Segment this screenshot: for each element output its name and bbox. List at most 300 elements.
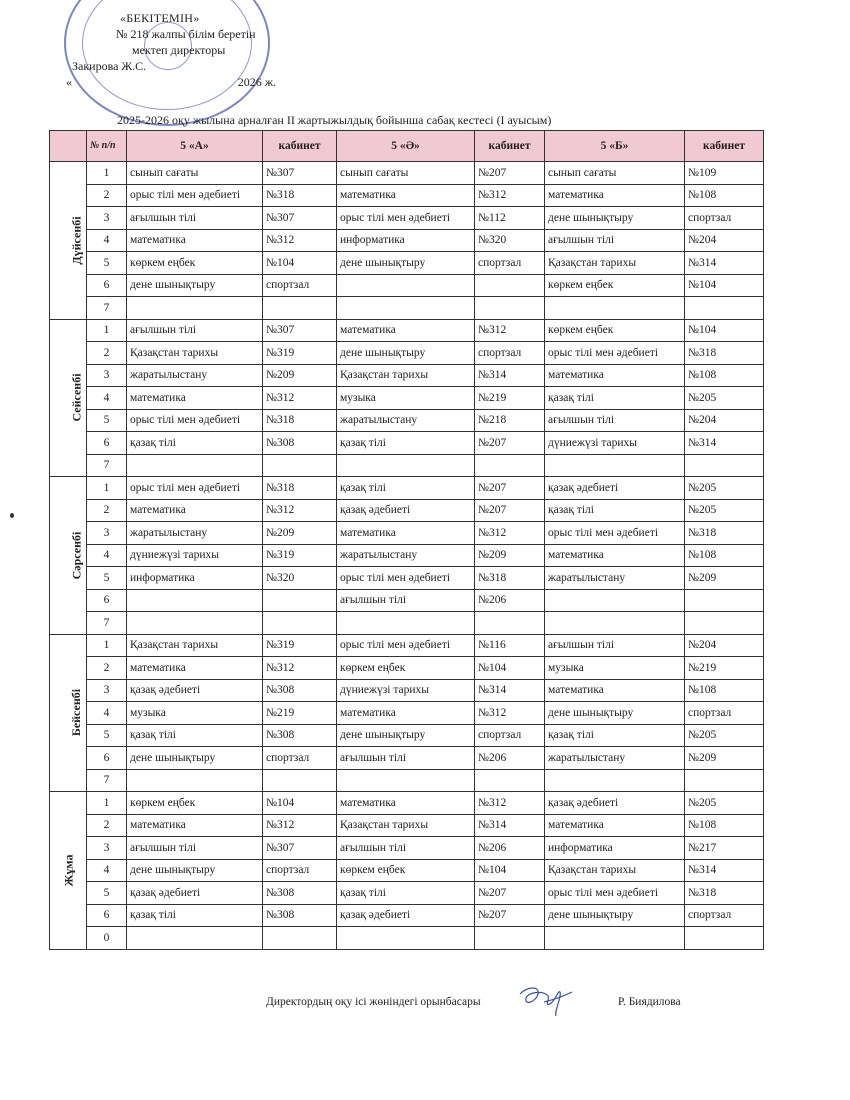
approval-line-4: Закирова Ж.С. [72, 59, 147, 73]
subject-5ae: орыс тілі мен әдебиеті [337, 567, 475, 590]
subject-5b: қазақ әдебиеті [545, 792, 685, 815]
subject-5a [127, 297, 263, 320]
room-5ae: №206 [475, 589, 545, 612]
room-5b: №108 [685, 184, 764, 207]
subject-5b: орыс тілі мен әдебиеті [545, 522, 685, 545]
subject-5ae: ағылшын тілі [337, 589, 475, 612]
room-5ae: №312 [475, 792, 545, 815]
lesson-number: 2 [87, 814, 127, 837]
room-5ae: №312 [475, 522, 545, 545]
lesson-number: 7 [87, 769, 127, 792]
room-5b: №108 [685, 364, 764, 387]
room-5ae: №218 [475, 409, 545, 432]
subject-5ae: ағылшын тілі [337, 837, 475, 860]
room-5a: №318 [263, 477, 337, 500]
room-5b [685, 612, 764, 635]
subject-5ae: Қазақстан тарихы [337, 364, 475, 387]
room-5ae: №314 [475, 364, 545, 387]
subject-5b: ағылшын тілі [545, 229, 685, 252]
subject-5a [127, 927, 263, 950]
subject-5a: дене шынықтыру [127, 859, 263, 882]
subject-5ae [337, 274, 475, 297]
subject-5b: көркем еңбек [545, 319, 685, 342]
room-5a: №307 [263, 207, 337, 230]
header-room-5b: кабинет [685, 131, 764, 162]
header-class-5a: 5 «А» [127, 131, 263, 162]
subject-5a: ағылшын тілі [127, 207, 263, 230]
subject-5b: ағылшын тілі [545, 634, 685, 657]
page-dot [10, 513, 14, 518]
lesson-number: 4 [87, 544, 127, 567]
room-5b: №318 [685, 342, 764, 365]
room-5a: №312 [263, 387, 337, 410]
subject-5ae: қазақ әдебиеті [337, 499, 475, 522]
lesson-number: 4 [87, 229, 127, 252]
room-5ae: №207 [475, 882, 545, 905]
signer-role: Директордың оқу ісі жөніндегі орынбасары [266, 996, 481, 1008]
lesson-number: 2 [87, 499, 127, 522]
subject-5a: қазақ тілі [127, 904, 263, 927]
lesson-number: 5 [87, 724, 127, 747]
table-row [50, 252, 764, 275]
subject-5a: математика [127, 814, 263, 837]
table-row [50, 229, 764, 252]
room-5a [263, 297, 337, 320]
room-5a: №312 [263, 499, 337, 522]
subject-5a: музыка [127, 702, 263, 725]
room-5a: №307 [263, 319, 337, 342]
subject-5ae: орыс тілі мен әдебиеті [337, 634, 475, 657]
table-row [50, 724, 764, 747]
subject-5a: қазақ тілі [127, 432, 263, 455]
subject-5ae: жаратылыстану [337, 544, 475, 567]
lesson-number: 1 [87, 477, 127, 500]
room-5b: №209 [685, 567, 764, 590]
subject-5ae: көркем еңбек [337, 657, 475, 680]
subject-5a: математика [127, 657, 263, 680]
room-5b: №318 [685, 882, 764, 905]
subject-5ae: қазақ тілі [337, 477, 475, 500]
room-5ae: №104 [475, 657, 545, 680]
table-row [50, 432, 764, 455]
subject-5a: қазақ әдебиеті [127, 679, 263, 702]
lesson-number: 2 [87, 342, 127, 365]
subject-5a: дене шынықтыру [127, 747, 263, 770]
table-row [50, 904, 764, 927]
room-5a [263, 927, 337, 950]
approval-date-line [62, 74, 276, 90]
lesson-number: 1 [87, 162, 127, 185]
lesson-number: 5 [87, 409, 127, 432]
room-5b: №204 [685, 409, 764, 432]
lesson-number: 6 [87, 589, 127, 612]
table-row [50, 882, 764, 905]
table-row [50, 567, 764, 590]
room-5a: №308 [263, 904, 337, 927]
lesson-number: 6 [87, 747, 127, 770]
subject-5b: ағылшын тілі [545, 409, 685, 432]
approval-line-1: «БЕКІТЕМІН» [120, 11, 200, 25]
lesson-number: 4 [87, 387, 127, 410]
room-5a [263, 454, 337, 477]
approval-line-2: № 218 жалпы білім беретін [116, 27, 256, 41]
subject-5b: орыс тілі мен әдебиеті [545, 342, 685, 365]
room-5a: №308 [263, 724, 337, 747]
subject-5b [545, 589, 685, 612]
subject-5b: математика [545, 679, 685, 702]
table-row [50, 454, 764, 477]
room-5b: №205 [685, 387, 764, 410]
subject-5b [545, 612, 685, 635]
room-5b: спортзал [685, 207, 764, 230]
lesson-number: 5 [87, 567, 127, 590]
room-5ae [475, 274, 545, 297]
table-row [50, 207, 764, 230]
room-5b: №209 [685, 747, 764, 770]
room-5b: №205 [685, 792, 764, 815]
table-row [50, 792, 764, 815]
day-label: Сәрсенбі [69, 531, 84, 580]
day-label: Дүйсенбі [69, 216, 84, 265]
table-row [50, 679, 764, 702]
subject-5b: дене шынықтыру [545, 702, 685, 725]
room-5a: №209 [263, 522, 337, 545]
room-5ae: №207 [475, 904, 545, 927]
subject-5a: жаратылыстану [127, 364, 263, 387]
room-5ae: спортзал [475, 252, 545, 275]
room-5ae: №207 [475, 477, 545, 500]
table-header-row [50, 131, 764, 162]
room-5b: №205 [685, 724, 764, 747]
subject-5ae: Қазақстан тарихы [337, 814, 475, 837]
subject-5a [127, 454, 263, 477]
room-5a: №308 [263, 882, 337, 905]
subject-5b: дүниежүзі тарихы [545, 432, 685, 455]
subject-5b: математика [545, 544, 685, 567]
subject-5a: орыс тілі мен әдебиеті [127, 184, 263, 207]
subject-5ae: орыс тілі мен әдебиеті [337, 207, 475, 230]
subject-5ae: математика [337, 792, 475, 815]
subject-5ae: музыка [337, 387, 475, 410]
subject-5ae [337, 769, 475, 792]
table-row [50, 184, 764, 207]
subject-5b: қазақ тілі [545, 387, 685, 410]
room-5ae: №207 [475, 499, 545, 522]
table-row [50, 747, 764, 770]
day-cell [50, 162, 87, 320]
room-5a: №308 [263, 679, 337, 702]
lesson-number: 7 [87, 612, 127, 635]
room-5ae: №219 [475, 387, 545, 410]
day-cell [50, 477, 87, 635]
subject-5a: дене шынықтыру [127, 274, 263, 297]
room-5ae: №312 [475, 702, 545, 725]
subject-5ae: математика [337, 522, 475, 545]
subject-5a: математика [127, 387, 263, 410]
subject-5b: жаратылыстану [545, 567, 685, 590]
day-cell [50, 634, 87, 792]
subject-5b [545, 769, 685, 792]
room-5a: спортзал [263, 274, 337, 297]
header-class-5b: 5 «Б» [545, 131, 685, 162]
subject-5b [545, 297, 685, 320]
subject-5b: музыка [545, 657, 685, 680]
room-5a: №307 [263, 837, 337, 860]
day-label: Жұма [61, 854, 76, 887]
room-5a [263, 589, 337, 612]
footer [0, 996, 850, 1026]
room-5a: №320 [263, 567, 337, 590]
header-day-col [50, 131, 87, 162]
lesson-number: 5 [87, 882, 127, 905]
subject-5b: Қазақстан тарихы [545, 252, 685, 275]
lesson-number: 3 [87, 837, 127, 860]
subject-5a: қазақ әдебиеті [127, 882, 263, 905]
room-5a: №319 [263, 544, 337, 567]
day-label: Сейсенбі [69, 373, 84, 422]
room-5a: №308 [263, 432, 337, 455]
room-5a: №319 [263, 634, 337, 657]
table-row [50, 274, 764, 297]
room-5b [685, 589, 764, 612]
subject-5a: қазақ тілі [127, 724, 263, 747]
subject-5a: көркем еңбек [127, 252, 263, 275]
room-5ae [475, 454, 545, 477]
room-5b [685, 454, 764, 477]
room-5ae: №206 [475, 747, 545, 770]
subject-5a: жаратылыстану [127, 522, 263, 545]
subject-5ae: математика [337, 184, 475, 207]
schedule-body [50, 162, 764, 950]
room-5a: №312 [263, 657, 337, 680]
room-5a: №307 [263, 162, 337, 185]
subject-5b: орыс тілі мен әдебиеті [545, 882, 685, 905]
room-5b: №314 [685, 432, 764, 455]
subject-5b: сынып сағаты [545, 162, 685, 185]
subject-5ae: жаратылыстану [337, 409, 475, 432]
table-row [50, 364, 764, 387]
subject-5ae: дүниежүзі тарихы [337, 679, 475, 702]
lesson-number: 4 [87, 859, 127, 882]
subject-5ae: көркем еңбек [337, 859, 475, 882]
subject-5ae [337, 612, 475, 635]
subject-5ae: математика [337, 702, 475, 725]
room-5ae [475, 297, 545, 320]
table-row [50, 499, 764, 522]
subject-5ae [337, 927, 475, 950]
room-5b [685, 927, 764, 950]
room-5a: спортзал [263, 859, 337, 882]
room-5a: №209 [263, 364, 337, 387]
subject-5b: жаратылыстану [545, 747, 685, 770]
room-5b: спортзал [685, 702, 764, 725]
room-5ae: №314 [475, 814, 545, 837]
lesson-number: 2 [87, 184, 127, 207]
room-5a: спортзал [263, 747, 337, 770]
subject-5ae: қазақ әдебиеті [337, 904, 475, 927]
table-row [50, 702, 764, 725]
subject-5a: орыс тілі мен әдебиеті [127, 477, 263, 500]
table-row [50, 859, 764, 882]
table-row [50, 477, 764, 500]
subject-5ae [337, 297, 475, 320]
lesson-number: 4 [87, 702, 127, 725]
table-row [50, 814, 764, 837]
lesson-number: 0 [87, 927, 127, 950]
subject-5a [127, 769, 263, 792]
room-5ae: №209 [475, 544, 545, 567]
lesson-number: 2 [87, 657, 127, 680]
subject-5a: Қазақстан тарихы [127, 342, 263, 365]
room-5b: №108 [685, 544, 764, 567]
room-5ae: спортзал [475, 724, 545, 747]
approval-quote: « [66, 75, 72, 89]
lesson-number: 1 [87, 634, 127, 657]
lesson-number: 6 [87, 432, 127, 455]
subject-5b: Қазақстан тарихы [545, 859, 685, 882]
room-5b: №217 [685, 837, 764, 860]
room-5b: №314 [685, 252, 764, 275]
subject-5ae: математика [337, 319, 475, 342]
table-row [50, 769, 764, 792]
table-row [50, 589, 764, 612]
subject-5b: қазақ әдебиеті [545, 477, 685, 500]
room-5b: спортзал [685, 904, 764, 927]
table-row [50, 927, 764, 950]
subject-5b: дене шынықтыру [545, 904, 685, 927]
lesson-number: 6 [87, 904, 127, 927]
subject-5a: Қазақстан тарихы [127, 634, 263, 657]
header-room-5ae: кабинет [475, 131, 545, 162]
approval-year: 2026 ж. [237, 75, 276, 89]
room-5a: №312 [263, 814, 337, 837]
subject-5b: математика [545, 364, 685, 387]
subject-5a [127, 612, 263, 635]
subject-5a [127, 589, 263, 612]
room-5ae: №312 [475, 319, 545, 342]
subject-5a: сынып сағаты [127, 162, 263, 185]
room-5ae: №112 [475, 207, 545, 230]
subject-5b [545, 454, 685, 477]
day-label: Бейсенбі [69, 689, 84, 737]
room-5b [685, 769, 764, 792]
lesson-number: 6 [87, 274, 127, 297]
subject-5b: қазақ тілі [545, 724, 685, 747]
signature-icon [514, 982, 574, 1018]
table-row [50, 387, 764, 410]
lesson-number: 7 [87, 454, 127, 477]
subject-5ae [337, 454, 475, 477]
lesson-number: 3 [87, 364, 127, 387]
room-5ae: №320 [475, 229, 545, 252]
room-5a: №312 [263, 229, 337, 252]
room-5b: №108 [685, 814, 764, 837]
subject-5a: информатика [127, 567, 263, 590]
subject-5ae: қазақ тілі [337, 882, 475, 905]
table-row [50, 522, 764, 545]
room-5ae: №312 [475, 184, 545, 207]
room-5a: №318 [263, 184, 337, 207]
header-number: № п/п [87, 131, 127, 162]
table-row [50, 612, 764, 635]
room-5ae: №206 [475, 837, 545, 860]
schedule-title: 2025-2026 оқу жылына арналған ІІ жартыжылдық бойынша сабақ кестесі (І ауысым) [117, 113, 552, 127]
subject-5ae: информатика [337, 229, 475, 252]
lesson-number: 1 [87, 792, 127, 815]
day-cell [50, 792, 87, 950]
room-5ae [475, 612, 545, 635]
room-5b: №204 [685, 229, 764, 252]
lesson-number: 7 [87, 297, 127, 320]
subject-5b: математика [545, 814, 685, 837]
table-row [50, 319, 764, 342]
subject-5a: орыс тілі мен әдебиеті [127, 409, 263, 432]
room-5ae: №207 [475, 162, 545, 185]
room-5b: №104 [685, 319, 764, 342]
subject-5a: математика [127, 499, 263, 522]
schedule-table [49, 130, 764, 950]
subject-5ae: дене шынықтыру [337, 724, 475, 747]
subject-5ae: қазақ тілі [337, 432, 475, 455]
approval-line-3: мектеп директоры [132, 43, 226, 57]
room-5b: №108 [685, 679, 764, 702]
room-5a: №318 [263, 409, 337, 432]
room-5ae: №104 [475, 859, 545, 882]
room-5b: №318 [685, 522, 764, 545]
room-5a: №319 [263, 342, 337, 365]
table-row [50, 544, 764, 567]
subject-5ae: дене шынықтыру [337, 252, 475, 275]
room-5ae [475, 927, 545, 950]
subject-5a: дүниежүзі тарихы [127, 544, 263, 567]
room-5ae: №207 [475, 432, 545, 455]
table-row [50, 634, 764, 657]
room-5ae: №314 [475, 679, 545, 702]
table-row [50, 297, 764, 320]
room-5b: №205 [685, 477, 764, 500]
day-cell [50, 319, 87, 477]
room-5b: №314 [685, 859, 764, 882]
subject-5b: көркем еңбек [545, 274, 685, 297]
subject-5ae: дене шынықтыру [337, 342, 475, 365]
room-5ae: №116 [475, 634, 545, 657]
subject-5a: ағылшын тілі [127, 319, 263, 342]
lesson-number: 3 [87, 522, 127, 545]
subject-5b: дене шынықтыру [545, 207, 685, 230]
subject-5a: көркем еңбек [127, 792, 263, 815]
room-5ae: спортзал [475, 342, 545, 365]
header-room-5a: кабинет [263, 131, 337, 162]
subject-5ae: ағылшын тілі [337, 747, 475, 770]
subject-5b [545, 927, 685, 950]
subject-5a: ағылшын тілі [127, 837, 263, 860]
subject-5ae: сынып сағаты [337, 162, 475, 185]
room-5a: №104 [263, 252, 337, 275]
table-row [50, 409, 764, 432]
room-5b: №104 [685, 274, 764, 297]
subject-5a: математика [127, 229, 263, 252]
table-row [50, 657, 764, 680]
header-class-5ae: 5 «Ә» [337, 131, 475, 162]
subject-5b: информатика [545, 837, 685, 860]
room-5b: №219 [685, 657, 764, 680]
table-row [50, 162, 764, 185]
room-5a [263, 612, 337, 635]
table-row [50, 837, 764, 860]
lesson-number: 3 [87, 207, 127, 230]
room-5b [685, 297, 764, 320]
room-5ae: №318 [475, 567, 545, 590]
